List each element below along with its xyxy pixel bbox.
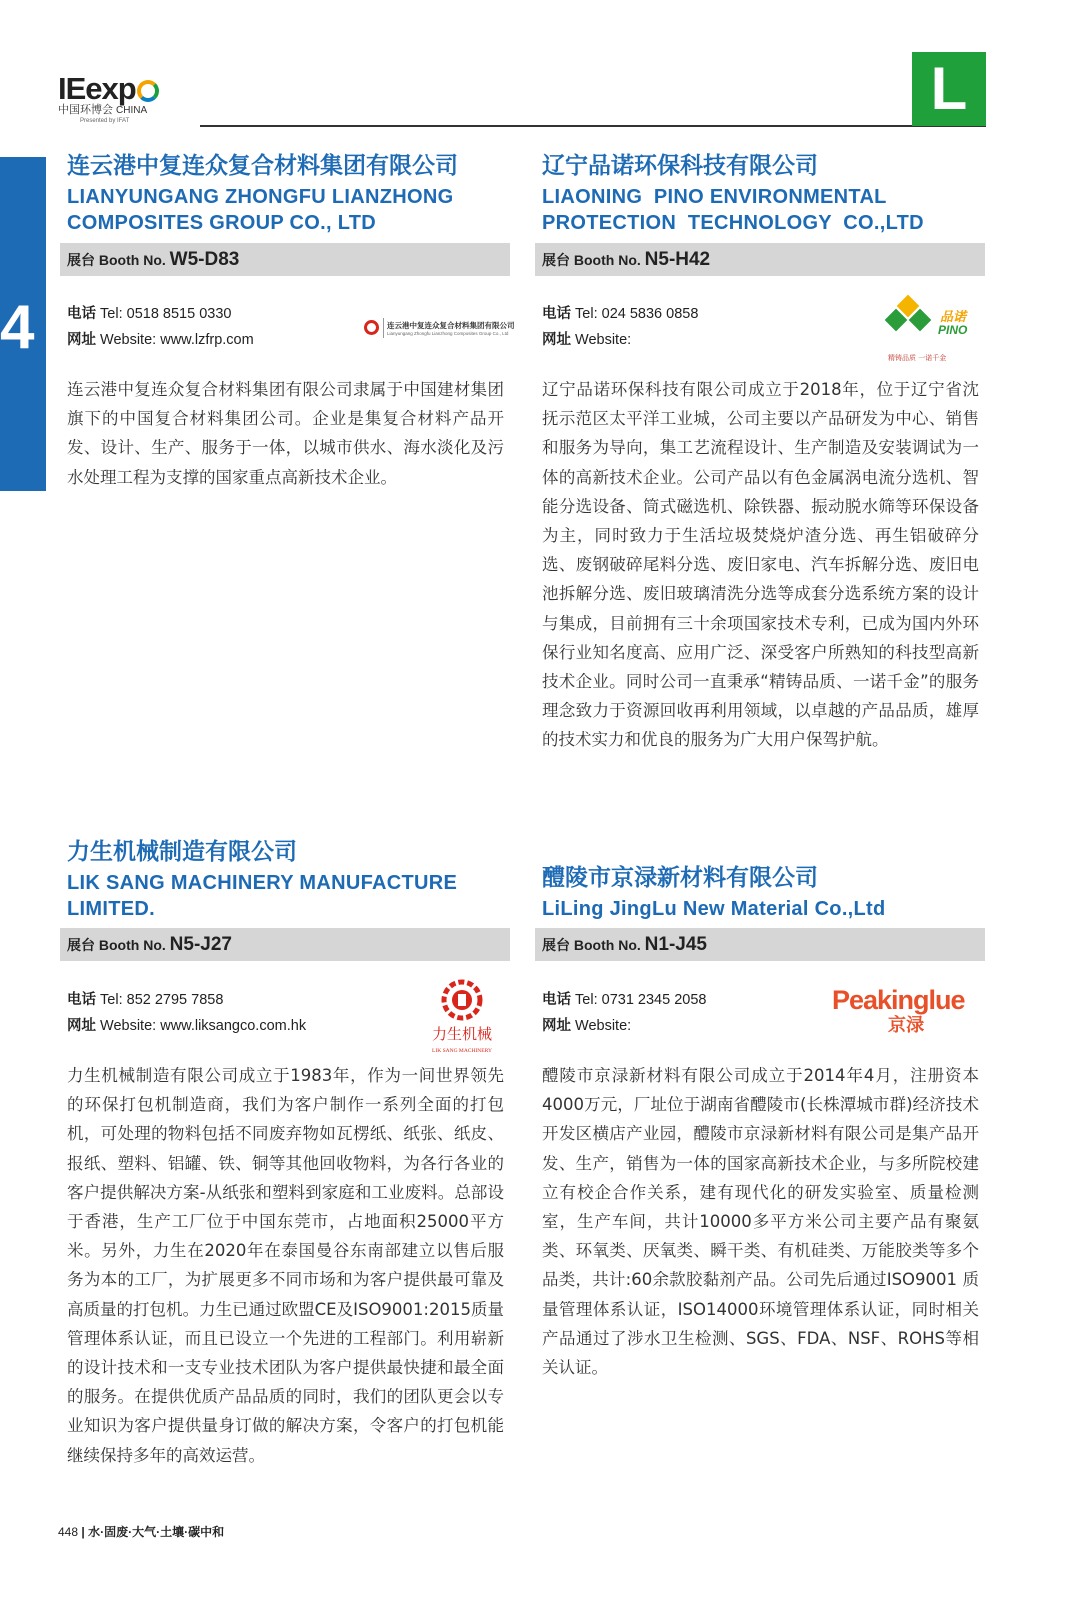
company-name-en: LiLing JingLu New Material Co.,Ltd <box>542 898 886 920</box>
company-name-cn: 力生机械制造有限公司 <box>67 839 297 865</box>
booth-number: N5-J27 <box>169 934 232 955</box>
website-link[interactable]: www.liksangco.com.hk <box>160 1018 307 1034</box>
footer-section: 水·固废·大气·土壤·碳中和 <box>88 1525 225 1539</box>
company-block-jinglu <box>542 864 992 922</box>
booth-number: W5-D83 <box>169 249 240 270</box>
company-name-en-2: COMPOSITES GROUP CO., LTD <box>67 212 377 234</box>
tel-value: 0518 8515 0330 <box>126 306 232 322</box>
company-name-cn: 连云港中复连众复合材料集团有限公司 <box>67 153 458 179</box>
company-name-en-2: LIMITED. <box>67 898 155 920</box>
company-block-pino <box>542 152 992 236</box>
svg-text:PINO: PINO <box>938 323 968 337</box>
company-description: 醴陵市京渌新材料有限公司成立于2014年4月，注册资本4000万元，厂址位于湖南省醴陵市(长株潭城市群)经济技术开发区横店产业园，醴陵市京渌新材料有限公司是集产品开发、生产，销售为一体的国家高新技术企业，与多所院校建立有校企合作关系，建有现代化的研发实验室、质量检测室，生产车间，共计10000多平方米公司主要产品有聚氨类、环氧类、厌氧类、瞬干类、有机硅类、万能胶类等多个品类，共计:60余款胶黏剂产品。公司先后通过ISO9001 质量管理体系认证，ISO14000环境管理体系认证，同时相关产品通过了涉水卫生检测、SGS、FDA、NSF、ROHS等相关认证。 <box>542 1066 979 1378</box>
liksang-logo <box>420 978 504 1056</box>
pino-logo <box>878 294 980 364</box>
page-number: 448 <box>58 1525 79 1539</box>
side-tab-number: 4 <box>0 293 35 362</box>
company-description: 辽宁品诺环保科技有限公司成立于2018年，位于辽宁省沈抚示范区太平洋工业城，公司主要以产品研发为中心、销售和服务为导向，集工艺流程设计、生产制造及安装调试为一体的高新技术企业。公司产品以有色金属涡电流分选机、智能分选设备、筒式磁选机、除铁器、振动脱水筛等环保设备为主，同时致力于生活垃圾焚烧炉渣分选、再生铝破碎分选、废钢破碎尾料分选、废旧家电、汽车拆解分选、废旧电池拆解分选、废旧玻璃清洗分选等成套分选系统方案的设计与集成，目前拥有三十余项国家技术专利，已成为国内外环保行业知名度高、应用广泛、深受客户所熟知的科技型高新技术企业。同时公司一直秉承“精铸品质、一诺千金”的服务理念致力于资源回收再利用领域，以卓越的产品品质，雄厚的技术实力和优良的服务为广大用户保驾护航。 <box>542 380 979 750</box>
company-name-en-2: PROTECTION TECHNOLOGY CO.,LTD <box>542 212 924 234</box>
booth-bar: 展台 Booth No. N1-J45 <box>535 928 985 961</box>
company-name-en: LIAONING PINO ENVIRONMENTAL <box>542 186 887 208</box>
section-letter-badge: L <box>912 52 986 126</box>
booth-bar: 展台 Booth No. W5-D83 <box>60 243 510 276</box>
website-link[interactable]: www.lzfrp.com <box>160 332 254 348</box>
tel-value: 024 5836 0858 <box>601 306 699 322</box>
company-block-lianyungang <box>67 152 517 236</box>
contact-info: 电话 Tel: 852 2795 7858 网址 Website: www.liksangco.com.hk <box>67 992 307 1034</box>
ieexpo-logo: IEexp 中国环博会 CHINA Presented by IFAT <box>58 74 159 125</box>
company-name-en: LIK SANG MACHINERY MANUFACTURE <box>67 872 458 894</box>
logo-circle-icon <box>364 320 379 335</box>
company-block-liksang <box>67 838 517 922</box>
svg-text:品诺: 品诺 <box>940 310 967 325</box>
contact-info: 电话 Tel: 0731 2345 2058 网址 Website: <box>542 992 707 1034</box>
booth-bar: 展台 Booth No. N5-H42 <box>535 243 985 276</box>
logo-ring-icon <box>137 80 159 102</box>
booth-number: N1-J45 <box>644 934 707 955</box>
company-name-cn: 醴陵市京渌新材料有限公司 <box>542 865 818 891</box>
svg-text:力生机械: 力生机械 <box>431 1025 493 1043</box>
lianyungang-logo: 连云港中复连众复合材料集团有限公司 Lianyungang Zhongfu Lianzhong Composites Group Co., Ltd <box>364 318 506 340</box>
company-name-cn: 辽宁品诺环保科技有限公司 <box>542 153 818 179</box>
contact-info: 电话 Tel: 0518 8515 0330 网址 Website: www.lzfrp.com <box>67 306 254 348</box>
peakinglue-logo: Peakinglue 京渌 <box>832 985 965 1035</box>
company-name-en: LIANYUNGANG ZHONGFU LIANZHONG <box>67 186 454 208</box>
page-footer: 448 | 水·固废·大气·土壤·碳中和 <box>58 1525 225 1539</box>
side-tab <box>0 157 46 491</box>
company-description: 连云港中复连众复合材料集团有限公司隶属于中国建材集团旗下的中国复合材料集团公司。企业是集复合材料产品开发、设计、生产、服务于一体，以城市供水、海水淡化及污水处理工程为支撑的国家重点高新技术企业。 <box>67 380 504 487</box>
header-rule <box>200 125 986 127</box>
contact-info: 电话 Tel: 024 5836 0858 网址 Website: <box>542 306 699 348</box>
tel-value: 852 2795 7858 <box>126 992 224 1008</box>
booth-bar: 展台 Booth No. N5-J27 <box>60 928 510 961</box>
svg-text:LIK SANG MACHINERY: LIK SANG MACHINERY <box>432 1048 492 1054</box>
booth-number: N5-H42 <box>644 249 711 270</box>
svg-text:精铸品质 一诺千金: 精铸品质 一诺千金 <box>888 354 947 362</box>
company-description: 力生机械制造有限公司成立于1983年，作为一间世界领先的环保打包机制造商，我们为客户制作一系列全面的打包机，可处理的物料包括不同废弃物如瓦楞纸、纸张、纸皮、报纸、塑料、铝罐、铁、铜等其他回收物料，为各行各业的客户提供解决方案-从纸张和塑料到家庭和工业废料。总部设于香港，生产工厂位于中国东莞市，占地面积25000平方米。另外，力生在2020年在泰国曼谷东南部建立以售后服务为本的工厂，为扩展更多不同市场和为客户提供最可靠及高质量的打包机。力生已通过欧盟CE及ISO9001:2015质量管理体系认证，而且已设立一个先进的工程部门。利用崭新的设计技术和一支专业技术团队为客户提供最快捷和最全面的服务。在提供优质产品品质的同时，我们的团队更会以专业知识为客户提供量身订做的解决方案，令客户的打包机能继续保持多年的高效运营。 <box>67 1066 504 1465</box>
tel-value: 0731 2345 2058 <box>601 992 707 1008</box>
